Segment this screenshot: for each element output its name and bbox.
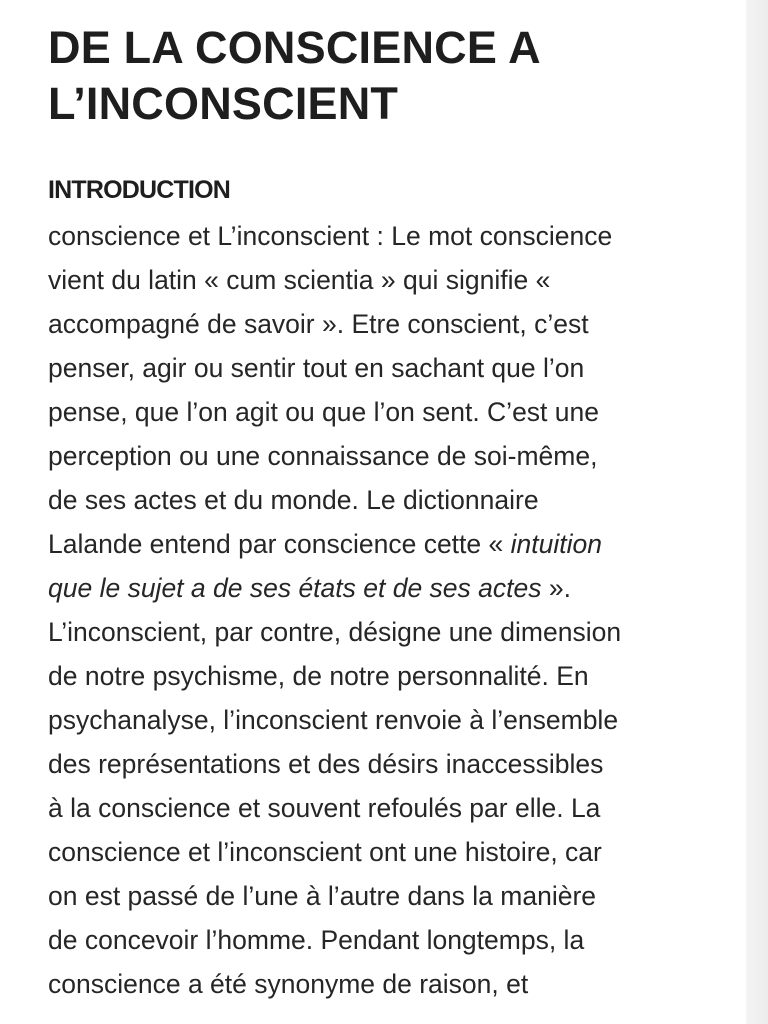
body-line: penser, agir ou sentir tout en sachant que l’on xyxy=(48,353,585,383)
body-line: pense, que l’on agit ou que l’on sent. C’est une xyxy=(48,397,600,427)
body-line: accompagné de savoir ». Etre conscient, c’est xyxy=(48,309,589,339)
body-line: des représentations et des désirs inaccessibles xyxy=(48,749,604,779)
body-line: de ses actes et du monde. Le dictionnaire xyxy=(48,485,539,515)
body-paragraph xyxy=(48,214,728,1006)
body-line xyxy=(48,566,728,610)
body-line: conscience a été synonyme de raison, et xyxy=(48,969,529,999)
body-line xyxy=(48,522,728,566)
body-line: conscience et l’inconscient ont une histoire, car xyxy=(48,837,602,867)
page-title xyxy=(48,20,728,132)
body-line: de notre psychisme, de notre personnalité. En xyxy=(48,661,589,691)
body-text: Lalande entend par conscience cette « xyxy=(48,529,511,559)
section-heading: INTRODUCTION xyxy=(48,176,231,204)
body-line: à la conscience et souvent refoulés par elle. La xyxy=(48,793,601,823)
italic-quote: intuition xyxy=(510,529,602,559)
body-line: vient du latin « cum scientia » qui signifie « xyxy=(48,265,551,295)
page-edge-shadow xyxy=(746,0,768,1024)
body-line: conscience et L’inconscient : Le mot conscience xyxy=(48,221,613,251)
body-line: on est passé de l’une à l’autre dans la manière xyxy=(48,881,597,911)
article xyxy=(48,20,728,1006)
title-line-1: DE LA CONSCIENCE A xyxy=(48,22,541,73)
body-line: psychanalyse, l’inconscient renvoie à l’ensemble xyxy=(48,705,619,735)
italic-quote: que le sujet a de ses états et de ses actes xyxy=(48,573,542,603)
body-line: perception ou une connaissance de soi-même, xyxy=(48,441,598,471)
body-line: L’inconscient, par contre, désigne une dimension xyxy=(48,617,622,647)
title-line-2: L’INCONSCIENT xyxy=(48,78,399,129)
body-line: de concevoir l’homme. Pendant longtemps, la xyxy=(48,925,585,955)
body-text: ». xyxy=(541,573,571,603)
